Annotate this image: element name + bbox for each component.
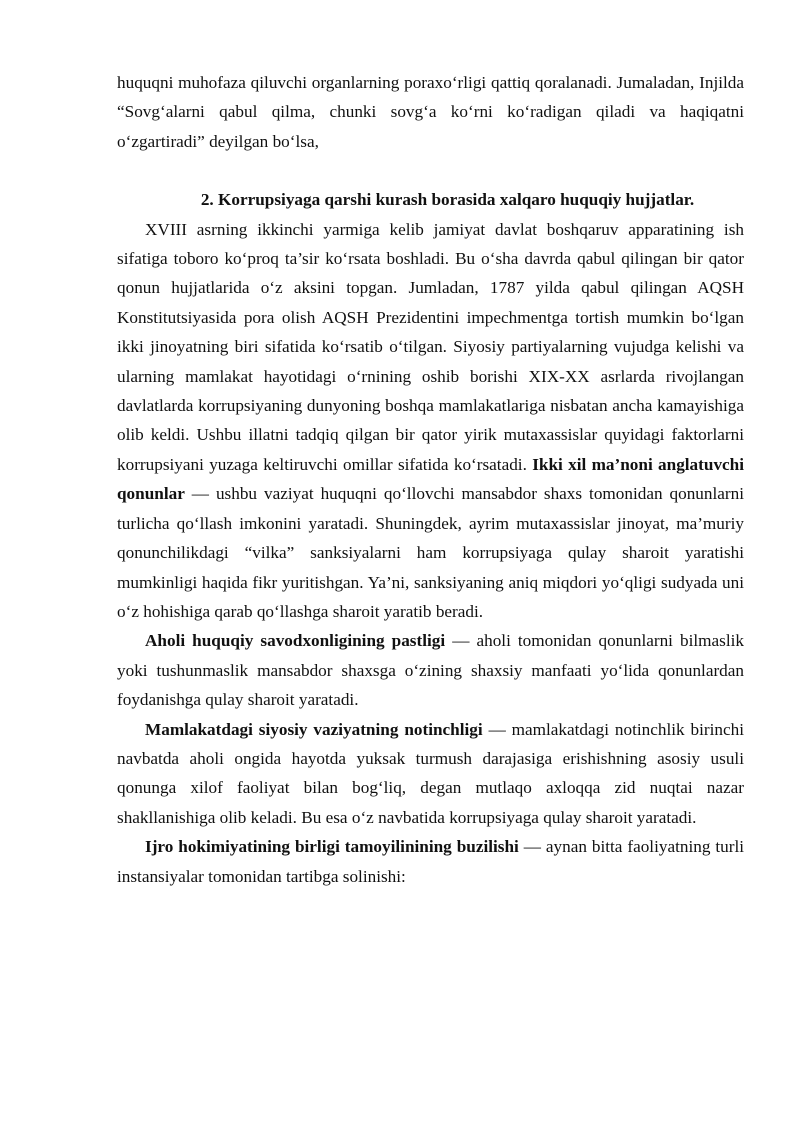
section-heading: 2. Korrupsiyaga qarshi kurash borasida xalqaro huquqiy hujjatlar.	[200, 190, 695, 210]
intro-paragraph: huquqni muhofaza qiluvchi organlarning poraxo‘rligi qattiq qoralanadi. Jumaladan, Injilda “Sovg‘alarni qabul qilma, chunki sovg‘a ko‘rni ko‘radigan qiladi va haqiqatni o‘zgartiradi” deyilgan bo‘lsa,	[117, 73, 744, 151]
paragraph-executive-unity	[117, 832, 744, 891]
bold-term-ambiguous-laws: Ikki xil ma’noni anglatuvchi qonunlar	[117, 454, 744, 504]
document-page	[117, 68, 744, 891]
paragraph-text: — ushbu vaziyat huquqni qo‘llovchi mansabdor shaxs tomonidan qonunlarni turlicha qo‘llash imkonini yaratadi. Shuningdek, ayrim mutaxassislar jinoyat, ma’muriy qonunchilikdagi “vilka” sanksiyalarni ham korrupsiyaga qulay sharoit yaratishi mumkinligi haqida fikr yuritishgan. Ya’ni, sanksiyaning aniq miqdori yo‘qligi sudyada uni o‘z hohishiga qarab qo‘llashga sharoit yaratib beradi.	[117, 484, 744, 621]
paragraph-political-instability	[117, 715, 744, 833]
paragraph-legal-literacy	[117, 626, 744, 714]
spacer	[117, 156, 744, 185]
bold-term-executive-unity: Ijro hokimiyatining birligi tamoyilinining buzilishi	[145, 837, 519, 857]
paragraph-text: — aynan bitta faoliyatning turli instansiyalar tomonidan tartibga solinishi:	[117, 837, 745, 886]
paragraph-text: XVIII asrning ikkinchi yarmiga kelib jamiyat davlat boshqaruv apparatining ish sifatiga toboro ko‘proq ta’sir ko‘rsata boshladi. Bu o‘sha davrda qabul qilingan bir qator qonun hujjatlarida o‘z aksini topgan. Jumladan, 1787 yilda qabul qilingan AQSH Konstitutsiyasida pora olish AQSH Prezidentini impechmentga tortish mumkin bo‘lgan ikki jinoyatning biri sifatida ko‘rsatib o‘tilgan. Siyosiy partiyalarning vujudga kelishi va ularning mamlakat hayotidagi o‘rnining oshib borishi XIX-XX asrlarda rivojlangan davlatlarda korrupsiyaning dunyoning boshqa mamlakatlariga nisbatan ancha kamayishiga olib keldi. Ushbu illatni tadqiq qilgan bir qator yirik mutaxassislar quyidagi faktorlarni korrupsiyani yuzaga keltiruvchi omillar sifatida ko‘rsatadi.	[117, 219, 744, 474]
bold-term-political-instability: Mamlakatdagi siyosiy vaziyatning notinchligi	[145, 719, 483, 739]
paragraph-text: — mamlakatdagi notinchlik birinchi navbatda aholi ongida hayotda yuksak turmush darajasiga erishishning asosiy usuli qonunga xilof faoliyat bilan bog‘liq, degan mutlaqo axloqqa zid nuqtai nazar shakllanishiga olib keladi. Bu esa o‘z navbatida korrupsiyaga qulay sharoit yaratadi.	[117, 719, 744, 827]
bold-term-legal-literacy: Aholi huquqiy savodxonligining pastligi	[145, 631, 446, 651]
paragraph-factors	[117, 215, 744, 627]
paragraph-text: — aholi tomonidan qonunlarni bilmaslik yoki tushunmaslik mansabdor shaxsga o‘zining shaxsiy manfaati yo‘lida qonunlardan foydanishga qulay sharoit yaratadi.	[117, 631, 744, 710]
